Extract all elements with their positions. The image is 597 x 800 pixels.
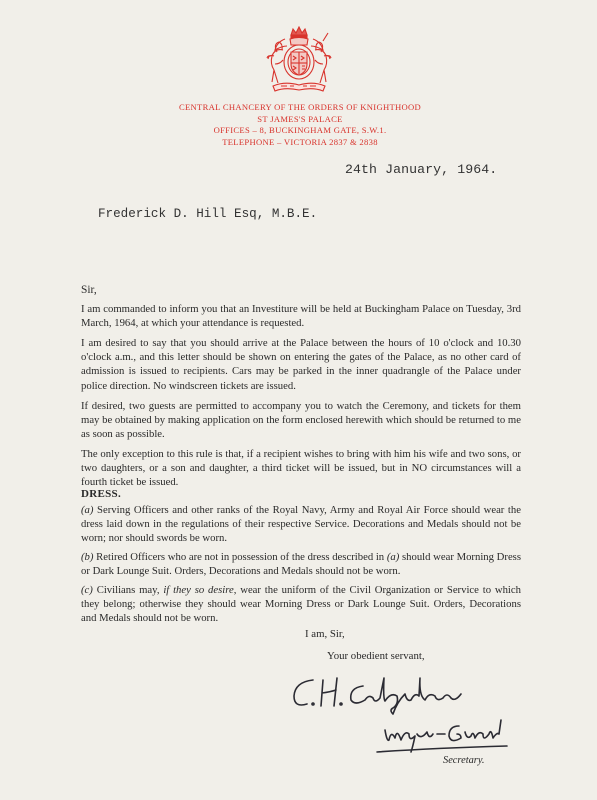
dress-text: Serving Officers and other ranks of the Royal Navy, Army and Royal Air Force should wear the dress laid down in the regulations of their respective Service. Decorations and Medals should not be worn; nor should swords be worn. bbox=[81, 504, 521, 545]
royal-coat-of-arms-icon bbox=[257, 26, 341, 96]
addressee: Frederick D. Hill Esq, M.B.E. bbox=[98, 207, 318, 221]
dress-italic: if they so desire bbox=[163, 584, 234, 596]
closing-line: I am, Sir, bbox=[305, 628, 345, 640]
dress-item-b bbox=[81, 550, 521, 578]
dress-marker: (c) bbox=[81, 584, 93, 596]
dress-item-c bbox=[81, 583, 521, 626]
paragraph-text: The only exception to this rule is that, if a recipient wishes to bring with him his wife and two sons, or two daughters, or a son and daughter, a third ticket will be issued, but in NO circumstances will a fourth ticket be issued. bbox=[81, 448, 521, 489]
paragraph-text: If desired, two guests are permitted to accompany you to watch the Ceremony, and tickets for them may be obtained by making application on the form enclosed herewith which should be returned to me as soon as possible. bbox=[81, 400, 521, 441]
paragraph-exception bbox=[81, 447, 521, 490]
dress-heading: DRESS. bbox=[81, 488, 122, 500]
paragraph-investiture bbox=[81, 302, 521, 330]
letterhead-address bbox=[150, 102, 450, 148]
dress-marker: (a) bbox=[81, 504, 94, 516]
dress-item-a bbox=[81, 503, 521, 546]
dress-marker: (b) bbox=[81, 551, 94, 563]
dress-text: , wear the uniform of the Civil Organization or Service to which they belong; otherwise they should wear Morning Dress or Dark Lounge Suit. Orders, Decorations and Medals should not be worn. bbox=[81, 584, 521, 625]
secretary-title: Secretary. bbox=[443, 755, 485, 766]
salutation: Sir, bbox=[81, 284, 97, 296]
dress-ref: (a) bbox=[386, 551, 400, 563]
paragraph-text: I am commanded to inform you that an Investiture will be held at Buckingham Palace on Tuesday, 3rd March, 1964, at which your attendance is requested. bbox=[81, 303, 521, 330]
dress-text: Retired Officers who are not in possession of the dress described in bbox=[93, 551, 387, 563]
letterhead-line: OFFICES – 8, BUCKINGHAM GATE, S.W.1. bbox=[213, 125, 387, 135]
letterhead-line: TELEPHONE – VICTORIA 2837 & 2838 bbox=[222, 136, 378, 147]
dress-text: Civilians may, bbox=[92, 584, 164, 596]
paragraph-text: I am desired to say that you should arrive at the Palace between the hours of 10 o'clock and 10.30 o'clock a.m., and this letter should be shown on entering the gates of the Palace, as no other card of admission is issued to recipients. Cars may be parked in the inner quadrangle of the Palace under police direction. No windscreen tickets are issued. bbox=[81, 337, 521, 392]
letterhead-line: ST JAMES'S PALACE bbox=[257, 113, 343, 124]
letter-date: 24th January, 1964. bbox=[345, 162, 498, 177]
letterhead-line: CENTRAL CHANCERY OF THE ORDERS OF KNIGHTHOOD bbox=[178, 102, 422, 112]
paragraph-arrival bbox=[81, 336, 521, 393]
dress-text: should wear Morning Dress or Dark Lounge Suit. Orders, Decorations and Medals should not be worn. bbox=[81, 551, 522, 578]
paragraph-guests bbox=[81, 399, 521, 442]
closing-line: Your obedient servant, bbox=[327, 650, 425, 662]
